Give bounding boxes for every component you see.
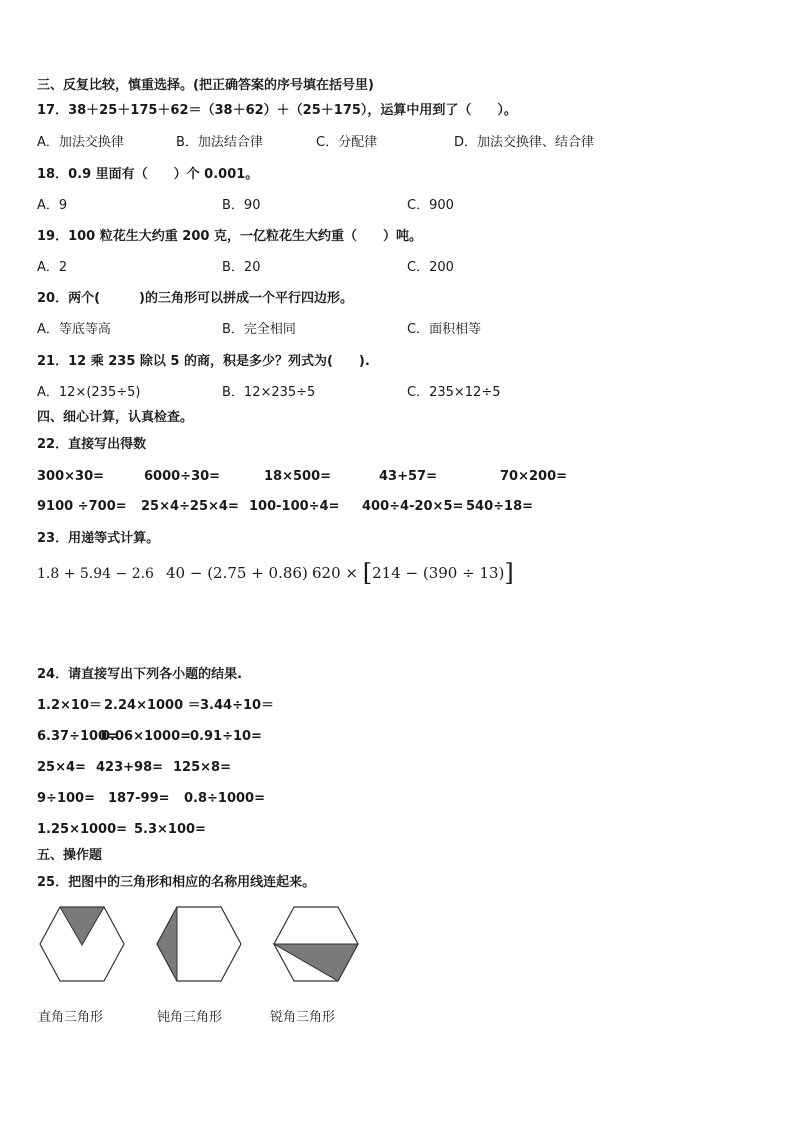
q23-e3-close-bracket: ] [504, 559, 514, 587]
q23-expression-1: 1.8 + 5.94 − 2.6 [37, 566, 154, 582]
hexagon-obtuse-triangle-figure [155, 905, 243, 983]
q23-expression-2: 40 − (2.75 + 0.86) [166, 564, 308, 582]
q23-e3-middle: 214 − (390 ÷ 13) [372, 564, 505, 582]
q24-item: 5.3×100= [134, 822, 206, 837]
q17-option-d: D．加法交换律、结合律 [454, 135, 595, 150]
q24-item: 6.37÷100= [37, 729, 118, 744]
q23-e3-open-bracket: [ [362, 559, 373, 587]
q17-option-a: A．加法交换律 [37, 135, 124, 150]
q22-item: 70×200= [500, 469, 568, 484]
q23-e3-prefix: 620 × [312, 564, 358, 582]
q24-item: 9÷100= [37, 791, 95, 806]
q24-item: 25×4= [37, 760, 86, 775]
q21-option-c: C．235×12÷5 [407, 385, 501, 400]
q24-item: 1.2×10＝ [37, 698, 103, 713]
q22-item: 18×500= [264, 469, 332, 484]
q18-option-b: B．90 [222, 198, 261, 213]
question-23-stem: 23．用递等式计算。 [37, 531, 160, 546]
question-22-stem: 22．直接写出得数 [37, 437, 147, 452]
q24-item: 0.8÷1000= [184, 791, 265, 806]
label-right-triangle: 直角三角形 [38, 1010, 104, 1025]
q24-item: 0.06×1000= [101, 729, 192, 744]
question-17-stem: 17．38＋25＋175＋62＝（38＋62）＋（25＋175），运算中用到了（ ）。 [37, 103, 517, 118]
q24-item: 0.91÷10= [190, 729, 262, 744]
q22-item: 9100 ÷700= [37, 499, 127, 514]
q22-item: 25×4÷25×4= [141, 499, 239, 514]
question-20-stem: 20．两个( )的三角形可以拼成一个平行四边形。 [37, 291, 353, 306]
section-3-title: 三、反复比较，慎重选择。(把正确答案的序号填在括号里) [37, 78, 374, 93]
section-5-title: 五、操作题 [37, 848, 103, 863]
hexagon-right-triangle-figure [38, 905, 126, 983]
q21-option-a: A．12×(235÷5) [37, 385, 141, 400]
q24-item: 1.25×1000= [37, 822, 128, 837]
q20-option-a: A．等底等高 [37, 322, 111, 337]
section-4-title: 四、细心计算，认真检查。 [37, 410, 194, 425]
question-18-stem: 18．0.9 里面有（ ）个 0.001。 [37, 167, 259, 182]
label-obtuse-triangle: 钝角三角形 [157, 1010, 223, 1025]
hexagon-acute-triangle-figure [272, 905, 360, 983]
q22-item: 43+57= [379, 469, 437, 484]
q19-option-a: A．2 [37, 260, 68, 275]
q23-expression-3 [312, 559, 514, 587]
question-21-stem: 21．12 乘 235 除以 5 的商，积是多少？列式为( ). [37, 354, 370, 369]
q18-option-a: A．9 [37, 198, 68, 213]
q22-item: 100-100÷4= [249, 499, 340, 514]
q21-option-b: B．12×235÷5 [222, 385, 316, 400]
q20-option-c: C．面积相等 [407, 322, 482, 337]
question-19-stem: 19．100 粒花生大约重 200 克，一亿粒花生大约重（ ）吨。 [37, 229, 422, 244]
q24-item: 125×8= [173, 760, 231, 775]
question-24-stem: 24．请直接写出下列各小题的结果. [37, 667, 243, 682]
q24-item: 423+98= [96, 760, 164, 775]
q22-item: 400÷4-20×5= [362, 499, 464, 514]
q24-item: 3.44÷10＝ [200, 698, 275, 713]
q18-option-c: C．900 [407, 198, 454, 213]
q22-item: 6000÷30= [144, 469, 221, 484]
q22-item: 300×30= [37, 469, 105, 484]
label-acute-triangle: 锐角三角形 [270, 1010, 336, 1025]
q24-item: 2.24×1000 ＝ [104, 698, 201, 713]
q20-option-b: B．完全相同 [222, 322, 296, 337]
q19-option-b: B．20 [222, 260, 261, 275]
q17-option-c: C．分配律 [316, 135, 378, 150]
q22-item: 540÷18= [466, 499, 534, 514]
q24-item: 187-99= [108, 791, 170, 806]
question-25-stem: 25．把图中的三角形和相应的名称用线连起来。 [37, 875, 316, 890]
q17-option-b: B．加法结合律 [176, 135, 263, 150]
q19-option-c: C．200 [407, 260, 454, 275]
